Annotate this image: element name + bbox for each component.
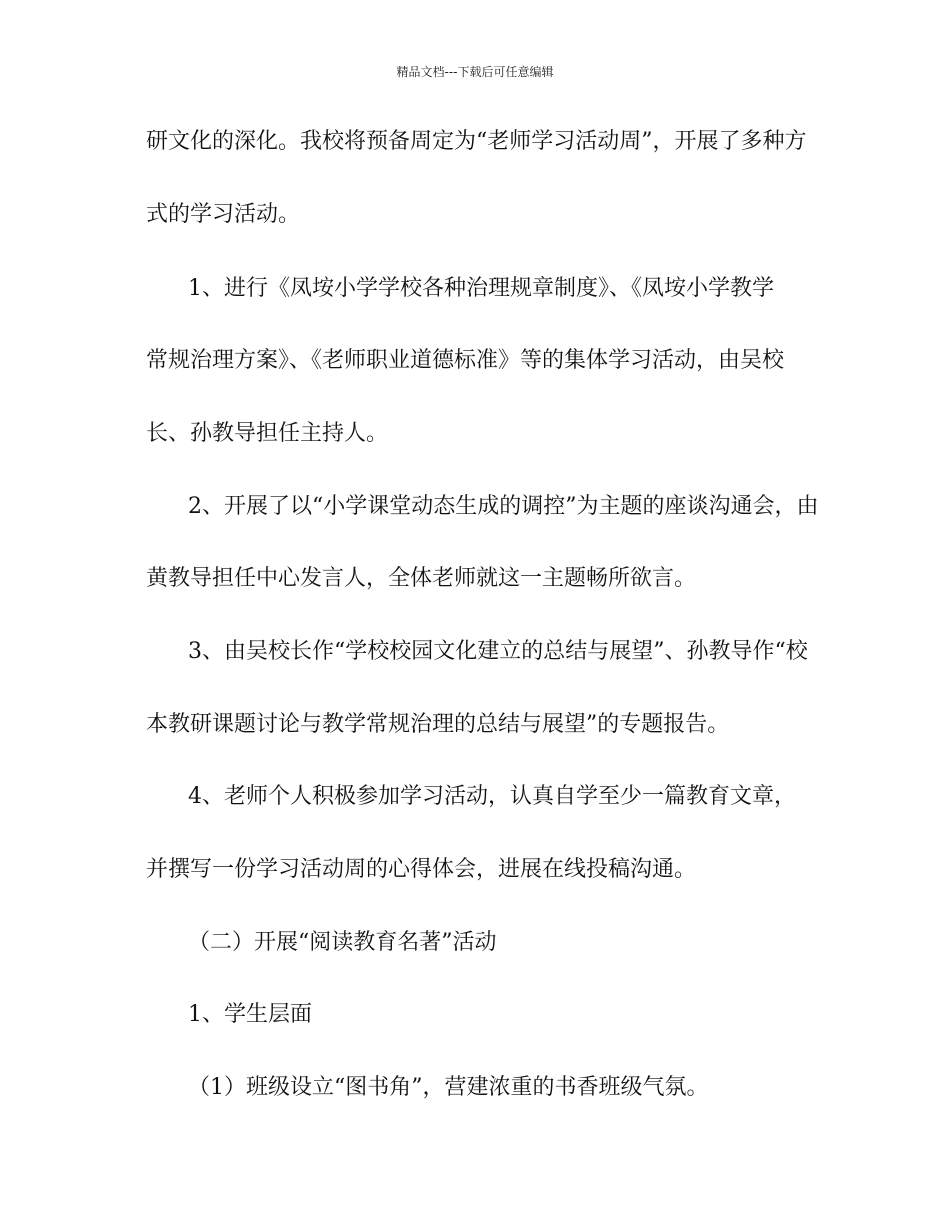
body-line: （1）班级设立“图书角”，营建浓重的书香班级气氛。 — [188, 1075, 709, 1100]
body-line: 研文化的深化。我校将预备周定为“老师学习活动周”，开展了多种方 — [146, 129, 807, 154]
body-line: 黄教导担任中心发言人，全体老师就这一主题畅所欲言。 — [146, 566, 697, 591]
body-line: 3、由吴校长作“学校校园文化建立的总结与展望”、孙教导作“校 — [188, 639, 808, 664]
body-line: 1、进行《凤垵小学学校各种治理规章制度》、《凤垵小学教学 — [188, 276, 774, 301]
section-heading: （二）开展“阅读教育名著”活动 — [188, 930, 497, 955]
body-line: 长、孙教导担任主持人。 — [146, 421, 389, 446]
body-line: 2、开展了以“小学课堂动态生成的调控”为主题的座谈沟通会，由 — [188, 494, 819, 519]
body-line: 常规治理方案》、《老师职业道德标准》等的集体学习活动，由吴校 — [146, 348, 785, 373]
body-line: 本教研课题讨论与教学常规治理的总结与展望”的专题报告。 — [146, 712, 730, 737]
page-header: 精品文档---下载后可任意编辑 — [396, 65, 554, 79]
body-line: 4、老师个人积极参加学习活动，认真自学至少一篇教育文章， — [188, 784, 796, 809]
body-line: 并撰写一份学习活动周的心得体会，进展在线投稿沟通。 — [146, 857, 697, 882]
body-line: 式的学习活动。 — [146, 202, 301, 227]
subsection-heading: 1、学生层面 — [188, 1002, 312, 1027]
